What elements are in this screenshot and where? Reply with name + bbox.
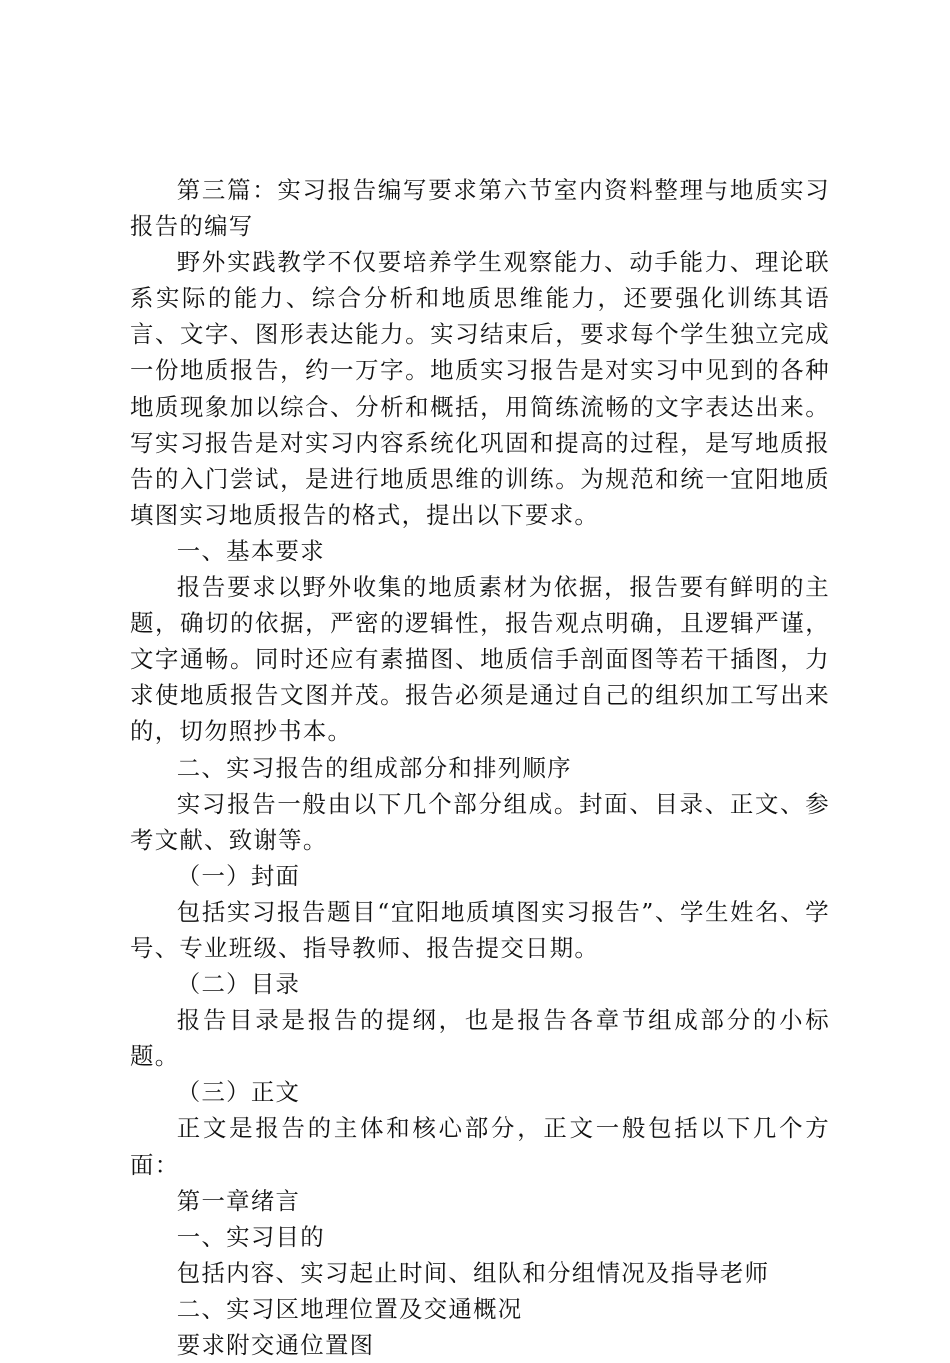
toc-paragraph: 报告目录是报告的提纲，也是报告各章节组成部分的小标题。 <box>130 1006 830 1071</box>
section-heading-basic-requirements: 一、基本要求 <box>176 536 325 565</box>
chapter-heading-introduction: 第一章绪言 <box>176 1186 301 1215</box>
report-structure-paragraph: 实习报告一般由以下几个部分组成。封面、目录、正文、参考文献、致谢等。 <box>130 789 830 854</box>
item-heading-location: 二、实习区地理位置及交通概况 <box>176 1294 523 1323</box>
document-title: 第三篇：实习报告编写要求第六节室内资料整理与地质实习报告的编写 <box>130 176 830 241</box>
basic-requirements-paragraph: 报告要求以野外收集的地质素材为依据，报告要有鲜明的主题，确切的依据，严密的逻辑性，报告观点明确，且逻辑严谨，文字通畅。同时还应有素描图、地质信手剖面图等若干插图，力求使地质报告文图并茂。报告必须是通过自己的组织加工写出来的，切勿照抄书本。 <box>130 573 830 746</box>
intro-paragraph: 野外实践教学不仅要培养学生观察能力、动手能力、理论联系实际的能力、综合分析和地质思维能力，还要强化训练其语言、文字、图形表达能力。实习结束后，要求每个学生独立完成一份地质报告，约一万字。地质实习报告是对实习中见到的各种地质现象加以综合、分析和概括，用简练流畅的文字表达出来。写实习报告是对实习内容系统化巩固和提高的过程，是写地质报告的入门尝试，是进行地质思维的训练。为规范和统一宜阳地质填图实习地质报告的格式，提出以下要求。 <box>130 248 830 529</box>
subheading-cover: （一）封面 <box>176 861 301 890</box>
cover-paragraph: 包括实习报告题目“宜阳地质填图实习报告”、学生姓名、学号、专业班级、指导教师、报告提交日期。 <box>130 897 830 962</box>
section-heading-report-structure: 二、实习报告的组成部分和排列顺序 <box>176 753 572 782</box>
item-heading-purpose: 一、实习目的 <box>176 1222 325 1251</box>
subheading-toc: （二）目录 <box>176 970 301 999</box>
document-page <box>130 172 830 1363</box>
main-text-paragraph: 正文是报告的主体和核心部分，正文一般包括以下几个方面： <box>130 1114 830 1179</box>
item-body-location: 要求附交通位置图 <box>176 1331 375 1359</box>
subheading-main-text: （三）正文 <box>176 1078 301 1107</box>
item-body-purpose: 包括内容、实习起止时间、组队和分组情况及指导老师 <box>176 1258 770 1287</box>
